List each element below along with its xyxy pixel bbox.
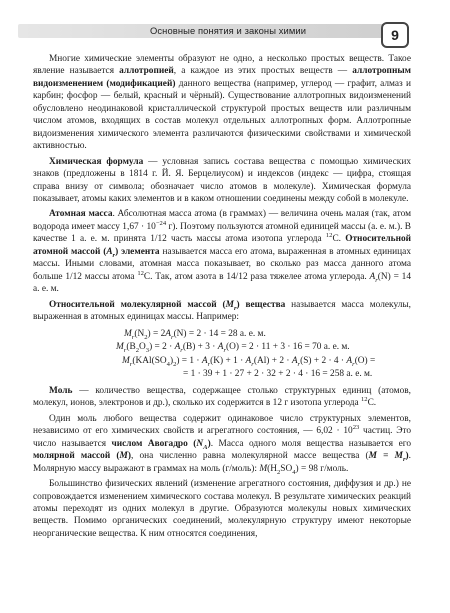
text-run: , она численно равна молекулярной массе вещества (: [130, 451, 369, 462]
text-run: (N) = 2 · 14 = 28 а. е. м.: [173, 328, 266, 339]
text-run: O: [139, 342, 146, 353]
text-run: Один моль любого вещества содержит одинаковое число структурных элементов, независимо от его химических свойств и агрегатного состояния, — 6,02 · 10: [33, 413, 411, 437]
text-run: r: [233, 304, 237, 312]
text-run: A: [291, 355, 298, 366]
text-run: (O) =: [354, 355, 376, 366]
text-run: Большинство физических явлений (изменение агрегатного состояния, диффузия и др.) не сопровождается изменением химического состава молекул. В результате химических реакций атомы переходят из одних молекул в другие. Образуются молекулы новых химических веществ. Помимо органических соединений, молекулярную структуру имеют некоторые неорганические вещества. К ним относятся соединения,: [33, 479, 411, 539]
running-title: Основные понятия и законы химии: [150, 25, 307, 36]
text-run: . Абсолютная масса атома (в граммах) — величина очень малая (так, атом водорода имеет массу 1,67 · 10: [33, 209, 412, 232]
text-run: M: [225, 299, 234, 310]
text-run: данного вещества (например, углерод — графит, алмаз и карбин; фосфор — белый, красный и чёрный). Существование аллотропных видоизменений обусловлено неодинаковой кристаллической структурой простых веществ или различным числом атомов, входящих в состав молекул отдельных аллотропных форм. Аллотропные видоизменения химического элемента различаются физическими свойствами и химической активностью.: [33, 78, 411, 152]
text-run: r: [402, 456, 406, 464]
text-run: 2: [135, 346, 140, 354]
formula-alum: [33, 355, 411, 369]
text-run: A: [245, 355, 252, 366]
text-run: A: [217, 342, 224, 353]
paragraph-avogadro: [33, 413, 411, 475]
paragraph-chemical-formula: [33, 156, 411, 206]
text-run: = 1 · 39 + 1 · 27 + 2 · 32 + 2 · 4 · 16 = 258 а. е. м.: [183, 369, 373, 380]
text-run: , а каждое из этих простых веществ —: [173, 66, 353, 77]
text-run: (S) + 2 · 4 ·: [300, 355, 347, 366]
text-run: 2: [173, 360, 177, 368]
text-run: A: [203, 443, 208, 451]
text-run: г). Поэтому пользуются атомной единицей массы (а. е. м.). В качестве 1 а. е. м. принята 1/12 часть массы атома изотопа углерода: [33, 221, 411, 245]
text-run: M: [368, 451, 377, 462]
text-run: (O) = 2 · 11 + 3 · 16 = 70 а. е. м.: [226, 342, 350, 353]
text-run: — количество вещества, содержащее столько структурных единиц (атомов, молекул, ионов, электронов и др.), сколько их содержится в 12 г изотопа углерода: [33, 385, 411, 409]
text-run: частиц. Это число называется: [33, 426, 411, 449]
text-run: 3: [145, 346, 150, 354]
text-run: A: [346, 355, 353, 366]
text-run: 2: [144, 333, 148, 341]
text-run: M: [119, 451, 128, 462]
text-run: называется масса его атома, выраженная в атомных единицах массы. Иными словами, атомная масса показывает, во сколько раз масса данного атома больше 1/12 массы атома: [33, 246, 411, 282]
text-run: r: [129, 360, 133, 368]
text-run: A: [106, 246, 113, 257]
text-run: A: [165, 328, 171, 339]
text-run: N: [196, 438, 204, 449]
text-run: Относительной атомной массой (: [33, 234, 412, 257]
formula-n2: [33, 328, 411, 342]
text-run: . Молярную массу выражают в граммах на моль (г/моль):: [33, 451, 411, 474]
text-run: ) = 98 г/моль.: [295, 463, 349, 474]
formula-b2o3: [33, 341, 411, 355]
text-run: M: [124, 328, 132, 339]
text-run: A: [174, 342, 181, 353]
page-number-badge: 9: [381, 22, 409, 48]
text-run: ): [169, 355, 174, 366]
text-run: ) = 1 ·: [176, 355, 202, 366]
paragraph-mole: [33, 385, 411, 410]
text-run: называется масса молекулы, выраженная в атомных единицах массы. Например:: [33, 299, 411, 323]
text-run: ) = 2: [147, 328, 166, 339]
formula-block: [33, 328, 411, 382]
text-run: (B: [126, 342, 136, 353]
text-run: С.: [332, 234, 346, 245]
text-run: ) = 2 ·: [149, 342, 175, 353]
text-run: Многие химические элементы образуют не одно, а несколько простых веществ. Такое явление называется: [33, 54, 411, 77]
text-run: M: [394, 451, 403, 462]
text-run: 23: [352, 424, 360, 432]
text-run: r: [223, 346, 227, 354]
text-run: A: [201, 355, 208, 366]
formula-alum-result: [33, 368, 411, 382]
text-run: ) элемента: [115, 246, 160, 257]
text-run: 12: [360, 396, 368, 404]
text-run: M: [116, 342, 124, 353]
text-run: (KAl(SO: [132, 355, 167, 366]
text-run: Химическая формула: [49, 156, 144, 167]
text-run: — условная запись состава вещества с помощью химических знаков (предложены в 1814 г. Й. Я. Берцелиусом) и индексов (индекс — цифра, стоящая справа внизу от символа; обозначает число атомов в молекуле). Химическая формула показывает, атомы каких элементов и в каком отношении соединены между собой в молекуле.: [33, 156, 411, 204]
text-run: M: [259, 463, 268, 474]
text-run: аллотропным видоизменением (модификацией): [33, 66, 411, 89]
text-run: r: [170, 333, 174, 341]
text-run: числом Авогадро (: [111, 438, 197, 449]
text-run: SO: [280, 463, 293, 474]
text-run: Моль: [49, 385, 73, 396]
text-run: (N) = 14 а. е. м.: [33, 271, 411, 295]
paragraph-physical-phenomena: [33, 478, 411, 540]
text-run: 2: [276, 468, 281, 476]
text-run: r: [180, 346, 183, 354]
text-run: (Al) + 2 ·: [253, 355, 292, 366]
text-run: ): [405, 451, 409, 462]
text-run: . Масса одного моля вещества называется его: [210, 438, 411, 449]
text-run: 12: [325, 232, 333, 240]
text-run: (B) + 3 ·: [182, 342, 218, 353]
paragraph-allotropy: [33, 53, 411, 153]
text-run: 12: [137, 269, 144, 277]
text-run: Атомная масса: [49, 209, 113, 220]
text-run: 4: [292, 468, 296, 476]
text-run: ) вещества: [236, 299, 286, 310]
text-run: аллотропией: [119, 66, 174, 77]
text-run: С.: [367, 398, 377, 409]
text-run: M: [122, 355, 130, 366]
text-run: ): [127, 451, 131, 462]
text-run: (H: [267, 463, 277, 474]
text-run: молярной массой (: [33, 451, 120, 462]
text-run: r: [251, 360, 254, 368]
text-run: r: [112, 251, 116, 259]
paragraph-molecular-mass: [33, 299, 411, 324]
text-run: (N: [134, 328, 145, 339]
text-run: r: [207, 360, 211, 368]
text-run: 4: [166, 360, 170, 368]
page-body: [33, 53, 411, 540]
text-run: Относительной молекулярной массой (: [49, 299, 226, 310]
paragraph-atomic-mass: [33, 208, 411, 295]
text-run: A: [369, 271, 376, 282]
text-run: r: [375, 276, 378, 284]
text-run: С. Так, атом азота в 14/12 раза тяжелее атома углерода.: [143, 271, 370, 282]
text-run: r: [123, 346, 127, 354]
text-run: r: [297, 360, 301, 368]
text-run: r: [352, 360, 355, 368]
text-run: (K) + 1 ·: [210, 355, 246, 366]
text-run: −24: [155, 219, 167, 227]
text-run: =: [376, 451, 395, 462]
text-run: ): [207, 438, 211, 449]
text-run: r: [131, 333, 135, 341]
page-header: [0, 0, 450, 48]
